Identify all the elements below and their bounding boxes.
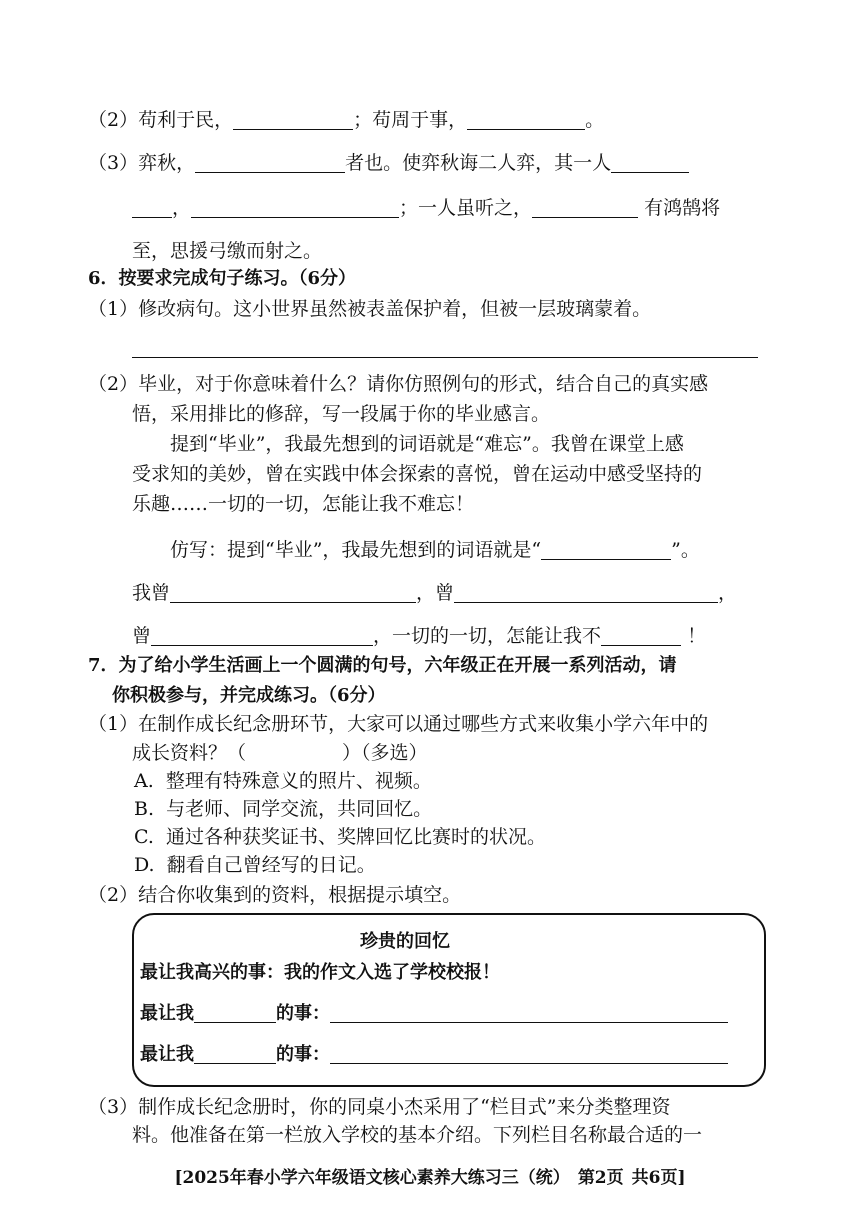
- q5-part3-line3: 至，思援弓缴而射之。: [132, 240, 323, 262]
- item-number: （2）: [88, 884, 139, 906]
- q6-part2-line2: 悟，采用排比的修辞，写一段属于你的毕业感言。: [132, 403, 551, 425]
- imitation-line2: [132, 580, 737, 606]
- row-label: 最让我: [140, 1003, 194, 1024]
- item-number: （2）: [88, 373, 139, 395]
- prompt-text: 仿写：提到“毕业”，我最先想到的词语就是“: [170, 539, 542, 561]
- q5-part2-line: [88, 107, 604, 133]
- example-line3: 乐趣……一切的一切，怎能让我不难忘！: [132, 493, 475, 515]
- answer-blank[interactable]: [170, 584, 416, 603]
- quote-text: 弈秋，: [138, 152, 196, 174]
- option-text: 与老师、同学交流，共同回忆。: [166, 798, 433, 820]
- quote-text: ，: [172, 197, 192, 219]
- answer-blank[interactable]: [601, 627, 681, 646]
- item-number: （1）: [88, 713, 139, 735]
- quote-text: 者也。使弈秋诲二人弈，其一人: [345, 152, 612, 174]
- quote-text: 。: [585, 109, 605, 131]
- question-text: 结合你收集到的资料，根据提示填空。: [138, 884, 462, 906]
- quote-text: ；苟周于事，: [353, 109, 468, 131]
- item-number: （1）: [88, 298, 139, 320]
- answer-blank[interactable]: [532, 199, 638, 218]
- answer-blank[interactable]: [194, 1045, 276, 1064]
- prompt-text: ，曾: [416, 582, 455, 604]
- quote-text: 苟利于民，: [138, 109, 234, 131]
- question-text: 制作成长纪念册时，你的同桌小杰采用了“栏目式”来分类整理资: [138, 1096, 671, 1118]
- option-b[interactable]: [134, 796, 432, 822]
- row-label: 最让我: [140, 1044, 194, 1065]
- memory-row-1: [140, 1002, 728, 1026]
- page-footer: [0, 1163, 860, 1188]
- item-number: （3）: [88, 152, 139, 174]
- prompt-text: ，一切的一切，怎能让我不: [373, 625, 602, 647]
- q7-title-line1: 7．为了给小学生活画上一个圆满的句号，六年级正在开展一系列活动，请: [88, 655, 677, 676]
- prompt-text: ”。: [671, 539, 700, 561]
- memory-box-example: 最让我高兴的事：我的作文入选了学校校报！: [140, 962, 500, 983]
- q7-part3-line1: [88, 1094, 671, 1120]
- answer-blank[interactable]: [330, 1045, 728, 1064]
- option-letter: A.: [134, 770, 154, 792]
- option-letter: B.: [134, 798, 155, 820]
- option-text: 整理有特殊意义的照片、视频。: [165, 770, 432, 792]
- row-label: 的事：: [276, 1044, 330, 1065]
- option-letter: D.: [134, 854, 155, 876]
- question-text: 在制作成长纪念册环节，大家可以通过哪些方式来收集小学六年中的: [138, 713, 709, 735]
- q6-part2-line1: [88, 371, 708, 397]
- answer-blank[interactable]: [467, 111, 585, 130]
- imitation-line3: [132, 623, 706, 649]
- q6-part1-line: [88, 296, 651, 322]
- prompt-text: ！: [687, 625, 707, 647]
- option-c[interactable]: [134, 824, 546, 850]
- option-text: 翻看自己曾经写的日记。: [166, 854, 376, 876]
- option-letter: C.: [134, 826, 154, 848]
- option-d[interactable]: [134, 852, 376, 878]
- footer-page: 第2页: [577, 1168, 624, 1188]
- item-number: （3）: [88, 1096, 139, 1118]
- q7-title-line2: 你积极参与，并完成练习。（6分）: [112, 685, 386, 706]
- prompt-text: ，: [718, 582, 738, 604]
- answer-blank[interactable]: [330, 1004, 728, 1023]
- answer-blank[interactable]: [541, 541, 671, 560]
- imitation-line1: [170, 537, 700, 563]
- q7-part3-line2: 料。他准备在第一栏放入学校的基本介绍。下列栏目名称最合适的一: [132, 1124, 703, 1146]
- question-text: 成长资料？（: [132, 742, 247, 764]
- option-a[interactable]: [134, 768, 432, 794]
- answer-blank[interactable]: [132, 199, 172, 218]
- example-line1: 提到“毕业”，我最先想到的词语就是“难忘”。我曾在课堂上感: [170, 433, 684, 455]
- answer-blank[interactable]: [194, 1004, 276, 1023]
- prompt-text: 我曾: [132, 582, 171, 604]
- q5-part3-line2: [132, 195, 720, 221]
- quote-text: 有鸿鹄将: [644, 197, 721, 219]
- memory-row-2: [140, 1043, 728, 1067]
- answer-blank[interactable]: [454, 584, 718, 603]
- q7-part1-line2: [132, 740, 428, 766]
- question-text: ）（多选）: [342, 742, 428, 764]
- answer-line[interactable]: [132, 357, 758, 358]
- q5-part3-line1: [88, 150, 689, 176]
- row-label: 的事：: [276, 1003, 330, 1024]
- q7-part1-line1: [88, 711, 708, 737]
- footer-title: [2025年春小学六年级语文核心素养大练习三（统）: [174, 1168, 570, 1188]
- footer-total: 共6页]: [631, 1168, 686, 1188]
- question-text: 修改病句。这小世界虽然被表盖保护着，但被一层玻璃蒙着。: [138, 298, 652, 320]
- prompt-text: 曾: [132, 625, 152, 647]
- answer-blank[interactable]: [611, 154, 689, 173]
- item-number: （2）: [88, 109, 139, 131]
- option-text: 通过各种获奖证书、奖牌回忆比赛时的状况。: [166, 826, 547, 848]
- example-line2: 受求知的美妙，曾在实践中体会探索的喜悦，曾在运动中感受坚持的: [132, 463, 703, 485]
- q7-part2-line: [88, 882, 461, 908]
- answer-blank[interactable]: [195, 154, 345, 173]
- q6-title: 6．按要求完成句子练习。（6分）: [88, 268, 357, 289]
- answer-blank[interactable]: [233, 111, 353, 130]
- answer-blank[interactable]: [191, 199, 399, 218]
- memory-box-title: 珍贵的回忆: [360, 931, 450, 952]
- answer-blank[interactable]: [151, 627, 373, 646]
- quote-text: ；一人虽听之，: [399, 197, 533, 219]
- question-text: 毕业，对于你意味着什么？请你仿照例句的形式，结合自己的真实感: [138, 373, 709, 395]
